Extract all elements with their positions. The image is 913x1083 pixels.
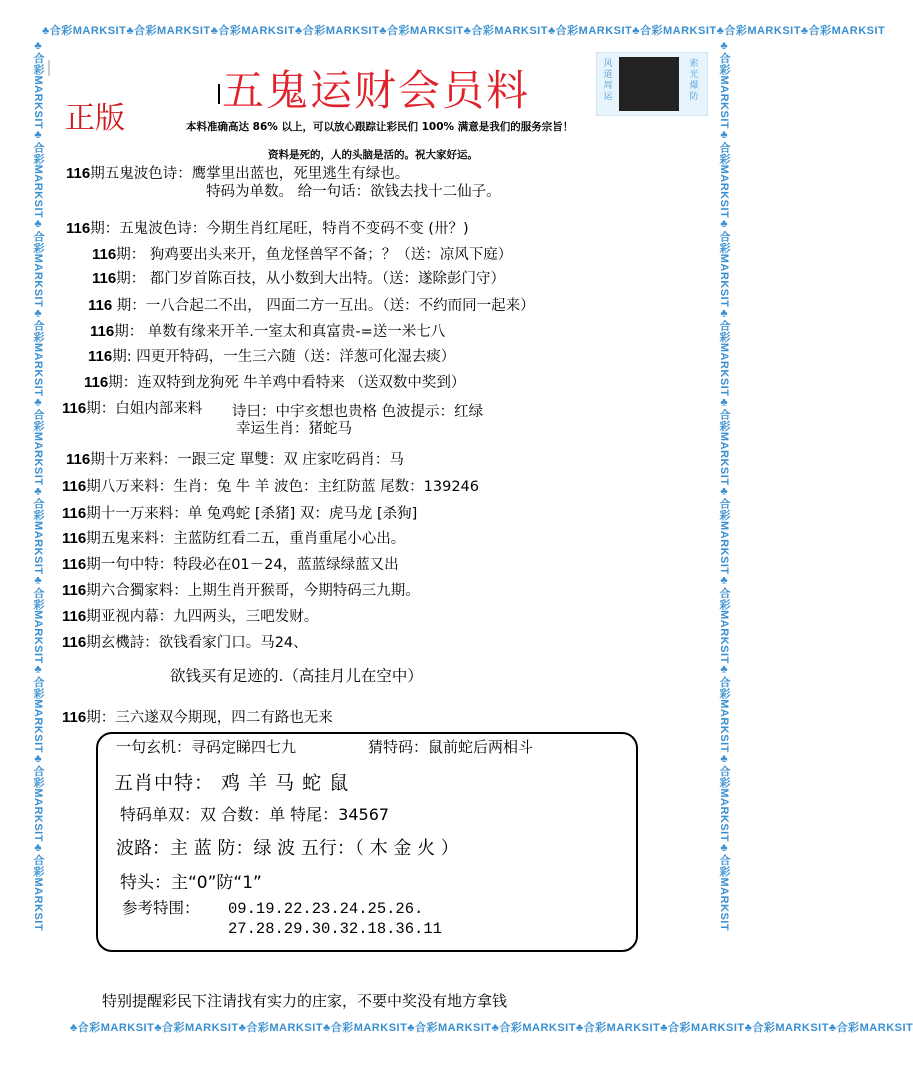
list-item: 116期：五鬼波色诗：今期生肖红尾旺，特肖不变码不变 (卅？) (66, 220, 469, 237)
edition-label: 正版 (65, 101, 125, 136)
qr-code-icon (619, 57, 679, 111)
summary-head: 特头：主“0”防“1” (120, 873, 262, 893)
list-item: 116期： 狗鸡要出头来开，鱼龙怪兽罕不备；？（送：凉风下庭） (92, 246, 513, 263)
list-item: 116期十一万来料：单 兔鸡蛇 [杀猪] 双：虎马龙 [杀狗] (62, 505, 418, 522)
stamp-left-text: 风道周运 (603, 59, 613, 102)
list-item: 116期： 都门岁首陈百技，从小数到大出特。（送：遂除彭门守） (92, 270, 506, 287)
list-item: 特码为单数。 给一句话：欲钱去找十二仙子。 (206, 184, 501, 200)
list-item: 116期: 四更开特码，一生三六随（送：洋葱可化湿去痰） (88, 348, 456, 365)
list-item: 116期：连双特到龙狗死 牛羊鸡中看特来 （送双数中奖到） (84, 374, 466, 391)
list-item: 116期：白姐内部来料 (62, 400, 203, 417)
subtitle-motto: 资料是死的，人的头脑是活的。祝大家好运。 (268, 149, 478, 161)
list-item: 116期： 单数有缘来开羊.一室太和真富贵-=送一米七八 (90, 323, 446, 340)
summary-guess: 猜特码：鼠前蛇后两相斗 (368, 738, 534, 756)
summary-odd-even: 特码单双：双 合数：单 特尾：34567 (120, 805, 390, 824)
border-top-strip: ♣合彩MARKSIT♣合彩MARKSIT♣合彩MARKSIT♣合彩MARKSIT♣合彩MARKSIT♣合彩MARKSIT♣合彩MARKSIT♣合彩MARKSIT♣合彩MARKSIT♣合彩MARKSIT (42, 25, 886, 37)
summary-box (96, 732, 638, 952)
list-item: 116期玄機詩：欲钱看家门口。马24、 (62, 634, 308, 651)
subtitle-accuracy: 本料准确高达 86% 以上，可以放心跟踪让彩民们 100% 满意是我们的服务宗旨！ (186, 121, 574, 133)
summary-range-row2: 27.28.29.30.32.18.36.11 (228, 920, 442, 938)
summary-range-label: 参考特围： (122, 899, 200, 917)
stamp-right-text: 索光爆防 (689, 59, 699, 102)
summary-five-zodiac: 五肖中特： 鸡 羊 马 蛇 鼠 (114, 772, 350, 794)
footer-notice: 特别提醒彩民下注请找有实力的庄家，不要中奖没有地方拿钱 (102, 992, 508, 1010)
list-item: 116期五鬼来料：主蓝防红看二五，重肖重尾小心出。 (62, 530, 406, 547)
summary-wave: 波路：主 蓝 防：绿 波 五行：（ 木 金 火 ） (116, 838, 459, 859)
summary-hint: 一句玄机：寻码定睇四七九 (116, 738, 297, 756)
list-item: 116期八万来料：生肖：兔 牛 羊 波色：主红防蓝 尾数：139246 (62, 478, 479, 495)
list-item: 116 期：一八合起二不出， 四面二方一互出。（送：不约而同一起来） (88, 297, 535, 314)
list-item: 116期六合獨家料：上期生肖开猴哥，今期特码三九期。 (62, 582, 420, 599)
list-item: 116期五鬼波色诗：鹰掌里出蓝也，死里逃生有绿也。 (66, 165, 410, 182)
list-item: 欲钱买有足迹的.（高挂月儿在空中） (170, 667, 423, 685)
border-bottom-strip: ♣合彩MARKSIT♣合彩MARKSIT♣合彩MARKSIT♣合彩MARKSIT♣合彩MARKSIT♣合彩MARKSIT♣合彩MARKSIT♣合彩MARKSIT♣合彩MARKSIT♣合彩MARKSIT (70, 1022, 913, 1034)
list-item: 116期一句中特：特段必在01－24，蓝蓝绿绿蓝又出 (62, 556, 399, 573)
list-item: 116期亚视内幕：九四两头，三吧发财。 (62, 608, 319, 625)
summary-range-row1: 09.19.22.23.24.25.26. (228, 900, 424, 918)
border-left-strip: ♣合彩MARKSIT♣合彩MARKSIT♣合彩MARKSIT♣合彩MARKSIT♣合彩MARKSIT♣合彩MARKSIT♣合彩MARKSIT♣合彩MARKSIT♣合彩MARKSIT♣合彩MARKSIT (32, 40, 44, 932)
page-title: 五鬼运财会员料 (222, 66, 531, 115)
qr-stamp (596, 52, 708, 116)
list-item: 幸运生肖：猪蛇马 (236, 421, 352, 437)
border-right-strip: ♣合彩MARKSIT♣合彩MARKSIT♣合彩MARKSIT♣合彩MARKSIT♣合彩MARKSIT♣合彩MARKSIT♣合彩MARKSIT♣合彩MARKSIT♣合彩MARKSIT♣合彩MARKSIT (718, 40, 730, 932)
list-item: 116期：三六遂双今期现，四二有路也无来 (62, 709, 333, 726)
corner-mark (48, 60, 50, 76)
list-item: 116期十万来料：一跟三定 單雙：双 庄家吃码肖：马 (66, 451, 404, 468)
title-divider (218, 84, 220, 104)
list-item: 诗曰：中宇亥想也贵格 色波提示：红绿 (232, 404, 484, 420)
